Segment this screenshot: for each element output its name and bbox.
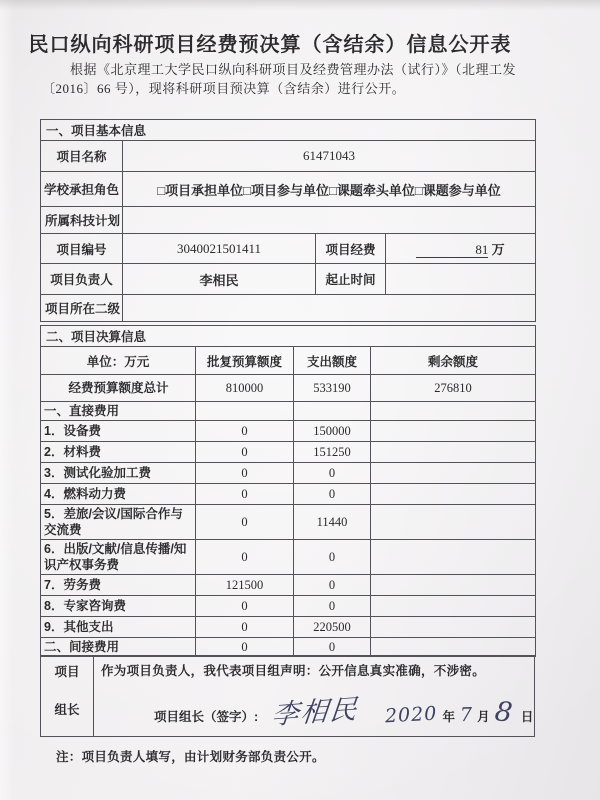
settlement-cell-budget: 810000 [196,375,294,402]
school-role-label: 学校承担角色 [41,172,123,207]
settlement-cell-remaining [371,540,536,575]
settlement-row [41,442,536,463]
settlement-header-row [41,347,536,375]
column-header-unit: 单位：万元 [41,347,196,375]
handwritten-signature: 李相民 [270,693,361,732]
project-funds-unit: 万 [491,242,505,257]
settlement-cell-budget: 0 [196,421,294,442]
project-name-label: 项目名称 [41,141,123,172]
second-level-label: 项目所在二级 [41,295,123,322]
settlement-cell-budget: 121500 [196,575,294,596]
basic-info-section-title: 一、项目基本信息 [41,120,536,141]
project-no-label: 项目编号 [41,234,123,264]
settlement-cell-name: 7．劳务费 [41,575,196,596]
project-funds-blank: 81 [416,243,488,258]
settlement-cell-budget: 0 [196,617,294,638]
settlement-cell-remaining [371,484,536,505]
settlement-row [41,421,536,442]
settlement-cell-spent: 0 [294,463,371,484]
settlement-cell-spent: 533190 [294,375,371,402]
second-level-value [123,295,536,322]
declaration-content-cell [94,656,534,736]
handwritten-date [385,697,538,728]
settlement-cell-remaining [371,442,536,463]
settlement-cell-name: 经费预算额度总计 [41,375,196,402]
settlement-cell-name: 二、间接费用 [41,638,196,657]
settlement-row [41,638,536,657]
project-leader-row [41,264,536,295]
project-no-value: 3040021501411 [123,234,316,264]
project-leader-value: 李相民 [123,264,316,295]
settlement-cell-name: 4．燃料动力费 [41,484,196,505]
settlement-cell-name: 1．设备费 [41,421,196,442]
settlement-cell-budget: 0 [196,540,294,575]
settlement-cell-name: 2．材料费 [41,442,196,463]
page-title: 民口纵向科研项目经费预决算（含结余）信息公开表 [28,34,512,56]
settlement-cell-remaining [371,617,536,638]
settlement-cell-spent [294,402,371,421]
settlement-cell-remaining [371,505,536,540]
settlement-section-row [41,326,536,347]
date-year: 2020 [384,702,439,728]
project-funds-value-cell [386,234,536,264]
settlement-section-title: 二、项目决算信息 [41,326,536,347]
settlement-cell-budget: 0 [196,463,294,484]
settlement-cell-budget: 0 [196,442,294,463]
settlement-cell-name: 3．测试化验加工费 [41,463,196,484]
period-value [386,264,536,295]
settlement-cell-spent: 151250 [294,442,371,463]
settlement-row [41,402,536,421]
settlement-row [41,484,536,505]
settlement-row [41,617,536,638]
settlement-cell-remaining: 276810 [371,375,536,402]
settlement-cell-spent: 0 [294,484,371,505]
settlement-cell-budget: 0 [196,638,294,657]
settlement-cell-remaining [371,596,536,617]
settlement-cell-name: 8．专家咨询费 [41,596,196,617]
signature-row [94,690,534,732]
tech-plan-row [41,207,536,234]
date-day-suffix: 日 [520,710,534,724]
date-day: 8 [492,696,514,729]
project-no-row [41,234,536,264]
declaration-label-cell [41,656,94,736]
settlement-cell-remaining [371,638,536,657]
date-month-suffix: 月 [477,710,490,724]
settlement-rows [41,375,536,657]
intro-line-2: 〔2016〕66 号），现将科研项目预决算（含结余）进行公开。 [42,81,406,96]
project-name-row [41,141,536,172]
project-name-value: 61471043 [123,141,536,172]
settlement-cell-spent: 0 [294,638,371,657]
settlement-row [41,596,536,617]
school-role-row [41,172,536,207]
column-header-remaining: 剩余额度 [371,347,536,375]
date-year-suffix: 年 [442,710,456,724]
settlement-cell-spent: 220500 [294,617,371,638]
intro-line-1: 根据《北京理工大学民口纵向科研项目及经费管理办法（试行）》（北理工发 [70,62,517,77]
settlement-cell-budget: 0 [196,484,294,505]
settlement-cell-budget: 0 [196,596,294,617]
settlement-cell-name: 6．出版/文献/信息传播/知识产权事务费 [41,540,196,575]
settlement-cell-spent: 11440 [294,505,371,540]
settlement-row [41,375,536,402]
school-role-options: □项目承担单位□项目参与单位□课题牵头单位□课题参与单位 [123,172,536,207]
declaration-statement: 作为项目负责人，我代表项目组声明：公开信息真实准确，不涉密。 [101,664,486,678]
tech-plan-value [123,207,536,234]
declaration-block [40,655,535,737]
settlement-table [40,325,536,657]
settlement-cell-budget [196,402,294,421]
project-leader-label: 项目负责人 [41,264,123,295]
settlement-cell-remaining [371,421,536,442]
settlement-cell-spent: 0 [294,540,371,575]
declaration-label-top: 项目 [54,665,80,679]
settlement-cell-name: 一、直接费用 [41,402,196,421]
signature-field-label: 项目组长（签字）: [154,710,259,724]
project-funds-label: 项目经费 [316,234,386,264]
basic-info-table [40,119,536,322]
settlement-cell-spent: 0 [294,575,371,596]
settlement-cell-spent: 0 [294,596,371,617]
intro-paragraph [42,60,522,98]
column-header-budget: 批复预算额度 [196,347,294,375]
settlement-row [41,575,536,596]
second-level-row [41,295,536,322]
settlement-row [41,540,536,575]
settlement-cell-remaining [371,402,536,421]
date-month: 7 [459,703,473,727]
settlement-cell-name: 5．差旅/会议/国际合作与交流费 [41,505,196,540]
period-label: 起止时间 [316,264,386,295]
footnote: 注：项目负责人填写，由计划财务部负责公开。 [56,750,325,764]
tech-plan-label: 所属科技计划 [41,207,123,234]
settlement-row [41,505,536,540]
settlement-cell-remaining [371,575,536,596]
declaration-label-bottom: 组长 [54,703,80,717]
settlement-row [41,463,536,484]
settlement-cell-budget: 0 [196,505,294,540]
settlement-cell-name: 9．其他支出 [41,617,196,638]
basic-info-section-row [41,120,536,141]
column-header-spent: 支出额度 [294,347,371,375]
settlement-cell-remaining [371,463,536,484]
settlement-cell-spent: 150000 [294,421,371,442]
